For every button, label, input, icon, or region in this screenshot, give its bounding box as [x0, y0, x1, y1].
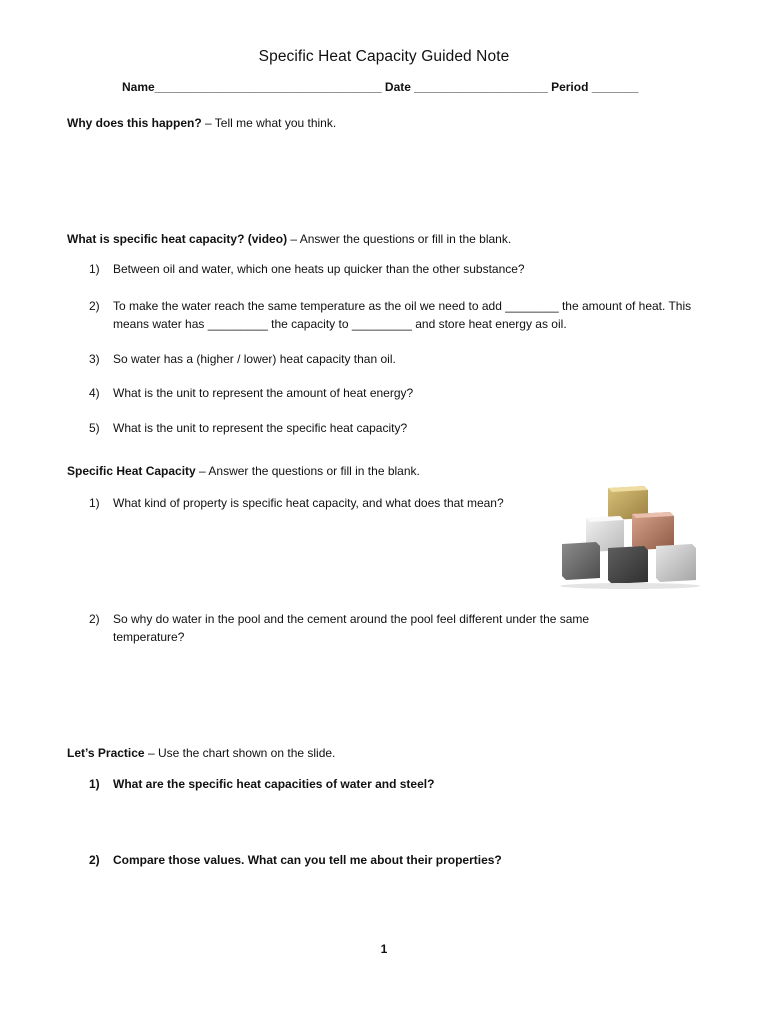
item-text: So water has a (higher / lower) heat capacity than oil. — [113, 352, 396, 366]
section-heading-shc — [67, 464, 420, 478]
heading-bold: What is specific heat capacity? (video) — [67, 232, 288, 246]
item-text: So why do water in the pool and the cement around the pool feel different under the same temperature? — [113, 612, 590, 644]
heading-sub: – Use the chart shown on the slide. — [144, 746, 336, 760]
item-number: 2) — [89, 299, 100, 313]
item-number: 4) — [89, 386, 100, 400]
item-number: 1) — [89, 262, 100, 276]
item-number: 1) — [89, 777, 100, 791]
item-text: What kind of property is specific heat capacity, and what does that mean? — [113, 496, 504, 510]
section-heading-practice — [67, 746, 335, 760]
item-number: 1) — [89, 496, 100, 510]
item-text: Between oil and water, which one heats up quicker than the other substance? — [113, 262, 525, 276]
item-text: What is the unit to represent the specific heat capacity? — [113, 421, 408, 435]
item-text: Compare those values. What can you tell me about their properties? — [113, 853, 502, 867]
heading-bold: Why does this happen? — [67, 116, 202, 130]
heading-sub: – Tell me what you think. — [201, 116, 337, 130]
metal-cubes-image — [556, 478, 718, 590]
item-number: 2) — [89, 612, 100, 626]
page-number: 1 — [380, 942, 388, 956]
item-number: 5) — [89, 421, 100, 435]
item-text: To make the water reach the same temperature as the oil we need to add ________ the amount of heat. This means water has _________ the capacity to _________ and store heat energy as oil. — [113, 299, 692, 331]
heading-bold: Specific Heat Capacity — [67, 464, 196, 478]
item-text: What is the unit to represent the amount of heat energy? — [113, 386, 414, 400]
name-date-period-line: Name__________________________________ Date ____________________ Period _______ — [122, 80, 639, 94]
item-number: 2) — [89, 853, 100, 867]
heading-sub: – Answer the questions or fill in the blank. — [287, 232, 512, 246]
item-number: 3) — [89, 352, 100, 366]
item-text: What are the specific heat capacities of water and steel? — [113, 777, 435, 791]
heading-bold: Let’s Practice — [67, 746, 145, 760]
heading-sub: – Answer the questions or fill in the blank. — [195, 464, 420, 478]
page-title: Specific Heat Capacity Guided Note — [258, 48, 510, 65]
section-heading-what — [67, 232, 511, 246]
section-heading-why — [67, 116, 336, 130]
